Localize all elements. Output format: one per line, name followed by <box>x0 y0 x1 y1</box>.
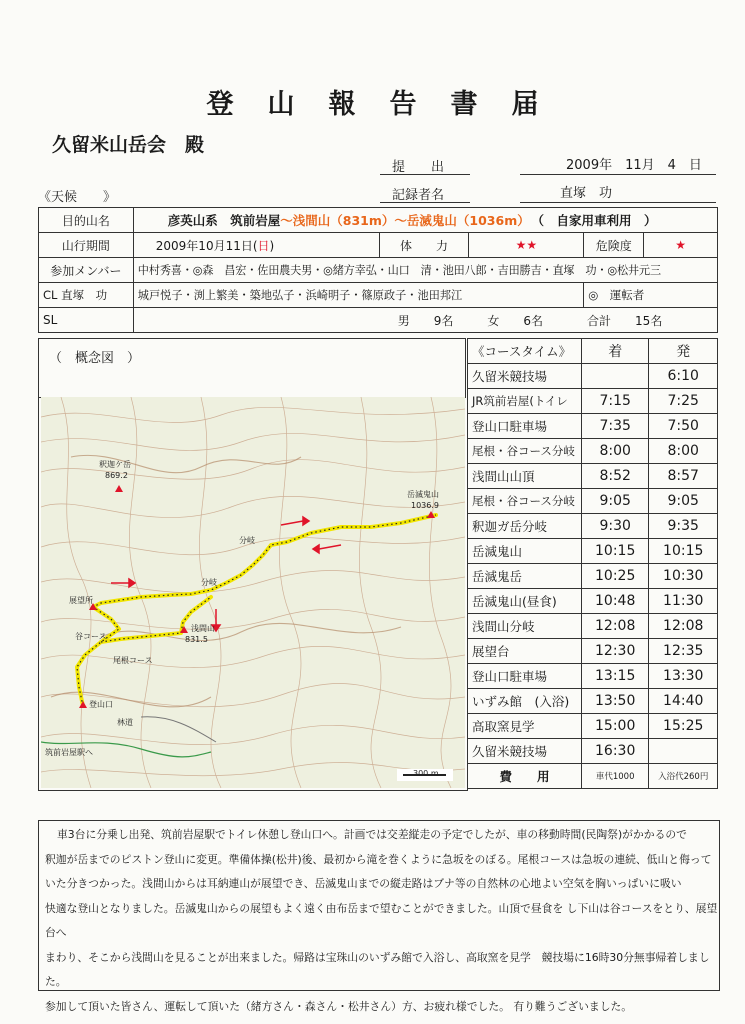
page-title <box>0 82 745 121</box>
submit-label: 提 出 <box>392 160 445 175</box>
table-row <box>468 589 718 614</box>
course-place: 展望台 <box>468 639 582 664</box>
map-label-gameki-height: 1036.9 <box>411 501 439 510</box>
cost-bath: 入浴代260円 <box>649 764 718 789</box>
narrative-line: 快適な登山となりました。岳滅鬼山からの展望もよく遠く由布岳まで望むことができました。山頂で昼食を し下山は谷コースをとり、展望台へ <box>45 901 718 939</box>
course-arr: 7:15 <box>581 389 649 414</box>
table-row <box>468 614 718 639</box>
course-dep: 12:08 <box>649 614 718 639</box>
title-char: 届 <box>511 89 539 120</box>
course-place: いずみ館 (入浴) <box>468 689 582 714</box>
course-dep: 6:10 <box>649 364 718 389</box>
course-dep: 11:30 <box>649 589 718 614</box>
table-row <box>468 539 718 564</box>
course-place: 岳滅鬼岳 <box>468 564 582 589</box>
purpose-note: （ 自家用車利用 ） <box>537 213 657 228</box>
course-dep: 14:40 <box>649 689 718 714</box>
course-arr: 15:00 <box>581 714 649 739</box>
strength-label: 体 力 <box>379 233 469 258</box>
course-arr: 8:52 <box>581 464 649 489</box>
course-dep: 9:35 <box>649 514 718 539</box>
map-label-shaka-height: 869.2 <box>105 471 128 480</box>
course-dep: 15:25 <box>649 714 718 739</box>
info-table <box>38 207 718 333</box>
map-scale: 300 m <box>413 769 439 778</box>
course-dep: 13:30 <box>649 664 718 689</box>
course-arr: 10:25 <box>581 564 649 589</box>
course-header-place: 《コースタイム》 <box>468 339 582 364</box>
course-place: 高取窯見学 <box>468 714 582 739</box>
course-dep: 7:25 <box>649 389 718 414</box>
weather-label: 《天候 》 <box>38 190 117 205</box>
course-place: 尾根・谷コース分岐 <box>468 489 582 514</box>
course-place: 岳滅鬼山 <box>468 539 582 564</box>
course-header-arr: 着 <box>581 339 649 364</box>
map-label-tani: 谷コース <box>75 632 107 641</box>
count-cell <box>133 308 717 333</box>
purpose-route: ～浅間山（831m）～岳滅鬼山（1036m） <box>280 213 530 228</box>
course-arr: 12:08 <box>581 614 649 639</box>
map-label-station: 筑前岩屋駅へ <box>45 748 93 757</box>
course-place: 岳滅鬼山(昼食) <box>468 589 582 614</box>
course-arr: 13:15 <box>581 664 649 689</box>
members-line1: 中村秀喜・◎森 昌宏・佐田農夫男・◎緒方幸弘・山口 清・池田八郎・吉田勝吉・直塚 功・◎松井元三 <box>133 258 717 283</box>
course-place: 久留米競技場 <box>468 364 582 389</box>
sketch-label: （ 概念図 ） <box>49 351 141 366</box>
course-arr: 13:50 <box>581 689 649 714</box>
sl-label: SL <box>39 308 134 333</box>
course-place: 登山口駐車場 <box>468 664 582 689</box>
narrative-line: まわり、そこから浅間山を見ることが出来ました。帰路は宝珠山のいずみ館で入浴し、高取窯を見学 競技場に16時30分無事帰着しました。 <box>45 950 710 988</box>
map-frame <box>38 396 468 791</box>
map-label-sengen-height: 831.5 <box>185 635 208 644</box>
table-row <box>468 489 718 514</box>
recorder-name: 直塚 功 <box>560 186 613 201</box>
map-label-sengen: 浅間山 <box>191 624 215 633</box>
strength-stars: ★★ <box>469 233 584 258</box>
danger-stars: ★ <box>644 233 718 258</box>
map-label-shaka: 釈迦ケ岳 <box>99 460 131 469</box>
date-underline <box>520 174 716 175</box>
course-arr: 10:48 <box>581 589 649 614</box>
cost-row <box>468 764 718 789</box>
purpose-label: 目的山名 <box>39 208 134 233</box>
cl-row <box>39 283 718 308</box>
map-label-tozan: 登山口 <box>89 700 113 709</box>
driver-note: ◎ 運転者 <box>584 283 718 308</box>
course-dep: 9:05 <box>649 489 718 514</box>
female-count: 女 6名 <box>487 313 544 328</box>
members-label: 参加メンバー <box>39 258 134 283</box>
course-arr: 7:35 <box>581 414 649 439</box>
table-row <box>468 389 718 414</box>
sl-row <box>39 308 718 333</box>
period-value <box>133 233 379 258</box>
course-place: 尾根・谷コース分岐 <box>468 439 582 464</box>
period-row <box>39 233 718 258</box>
course-header-dep: 発 <box>649 339 718 364</box>
purpose-row <box>39 208 718 233</box>
course-place: 久留米競技場 <box>468 739 582 764</box>
course-arr: 9:05 <box>581 489 649 514</box>
course-arr: 10:15 <box>581 539 649 564</box>
course-place: 浅間山山頂 <box>468 464 582 489</box>
submit-underline <box>380 174 470 175</box>
members-line2: 城戸悦子・渕上繁美・築地弘子・浜崎明子・篠原政子・池田邦江 <box>133 283 583 308</box>
table-row <box>468 639 718 664</box>
purpose-value <box>133 208 717 233</box>
course-dep: 7:50 <box>649 414 718 439</box>
map-label-bunki2: 分岐 <box>201 578 217 587</box>
course-header-row <box>468 339 718 364</box>
map-label-rindo: 林道 <box>117 718 133 727</box>
course-arr <box>581 364 649 389</box>
title-char: 告 <box>389 89 417 120</box>
period-label: 山行期間 <box>39 233 134 258</box>
narrative-box <box>38 820 720 1013</box>
narrative-line: 車3台に分乗し出発、筑前岩屋駅でトイレ休憩し登山口へ。計画では交差縦走の予定でしたが、車の移動時間(民陶祭)がかかるので <box>57 828 687 841</box>
course-dep: 8:00 <box>649 439 718 464</box>
course-place: JR筑前岩屋(トイレ <box>468 389 582 414</box>
table-row <box>468 739 718 764</box>
narrative-line: 釈迦が岳までのピストン登山に変更。準備体操(松井)後、最初から滝を巻くように急坂をのぼる。尾根コースは急坂の連続、低山と侮って <box>45 852 712 866</box>
course-time-table <box>467 338 718 789</box>
title-char: 登 <box>206 89 234 120</box>
course-place: 登山口駐車場 <box>468 414 582 439</box>
course-dep: 10:15 <box>649 539 718 564</box>
table-row <box>468 414 718 439</box>
course-dep <box>649 739 718 764</box>
purpose-prefix: 彦英山系 筑前岩屋 <box>167 213 281 228</box>
recorder-underline <box>380 202 470 203</box>
period-day: 日 <box>257 238 270 253</box>
table-row <box>468 664 718 689</box>
course-arr: 8:00 <box>581 439 649 464</box>
recorder-label: 記録者名 <box>392 188 445 203</box>
map-label-tenbo: 展望所 <box>69 596 93 605</box>
members-row <box>39 258 718 283</box>
danger-label: 危険度 <box>584 233 644 258</box>
map-label-bunki: 分岐 <box>239 536 255 545</box>
course-place: 釈迦ガ岳分岐 <box>468 514 582 539</box>
sketch-label-box <box>38 338 466 398</box>
map-label-gameki: 岳滅鬼山 <box>407 490 439 499</box>
table-row <box>468 714 718 739</box>
table-row <box>468 689 718 714</box>
course-arr: 9:30 <box>581 514 649 539</box>
narrative-line: 参加して頂いた皆さん、運転して頂いた（緒方さん・森さん・松井さん）方、お疲れ様でした。 有り難うございました。 <box>45 999 633 1013</box>
submit-date: 2009年 11月 4 日 <box>566 158 702 173</box>
male-count: 男 9名 <box>397 313 454 328</box>
title-char: 書 <box>450 89 478 120</box>
course-dep: 8:57 <box>649 464 718 489</box>
table-row <box>468 464 718 489</box>
recorder-name-underline <box>520 202 716 203</box>
cost-label: 費 用 <box>468 764 582 789</box>
table-row <box>468 564 718 589</box>
table-row <box>468 364 718 389</box>
period-date: 2009年10月11日( <box>155 238 258 253</box>
narrative-line: いた分きつかった。浅間山からは耳納連山が展望でき、岳滅鬼山までの縦走路はブナ等の自然林の心地よい空気を胸いっぱいに吸い <box>45 877 682 890</box>
club-name: 久留米山岳会 殿 <box>52 134 205 156</box>
course-dep: 12:35 <box>649 639 718 664</box>
title-char: 山 <box>267 89 295 120</box>
title-char: 報 <box>328 89 356 120</box>
map-label-one: 尾根コース <box>113 656 153 665</box>
course-dep: 10:30 <box>649 564 718 589</box>
table-row <box>468 439 718 464</box>
cl-label: CL 直塚 功 <box>39 283 134 308</box>
course-place: 浅間山分岐 <box>468 614 582 639</box>
course-arr: 16:30 <box>581 739 649 764</box>
table-row <box>468 514 718 539</box>
total-count: 合計 15名 <box>587 313 663 328</box>
course-arr: 12:30 <box>581 639 649 664</box>
period-close: ) <box>269 238 275 253</box>
cost-car: 車代1000 <box>581 764 649 789</box>
